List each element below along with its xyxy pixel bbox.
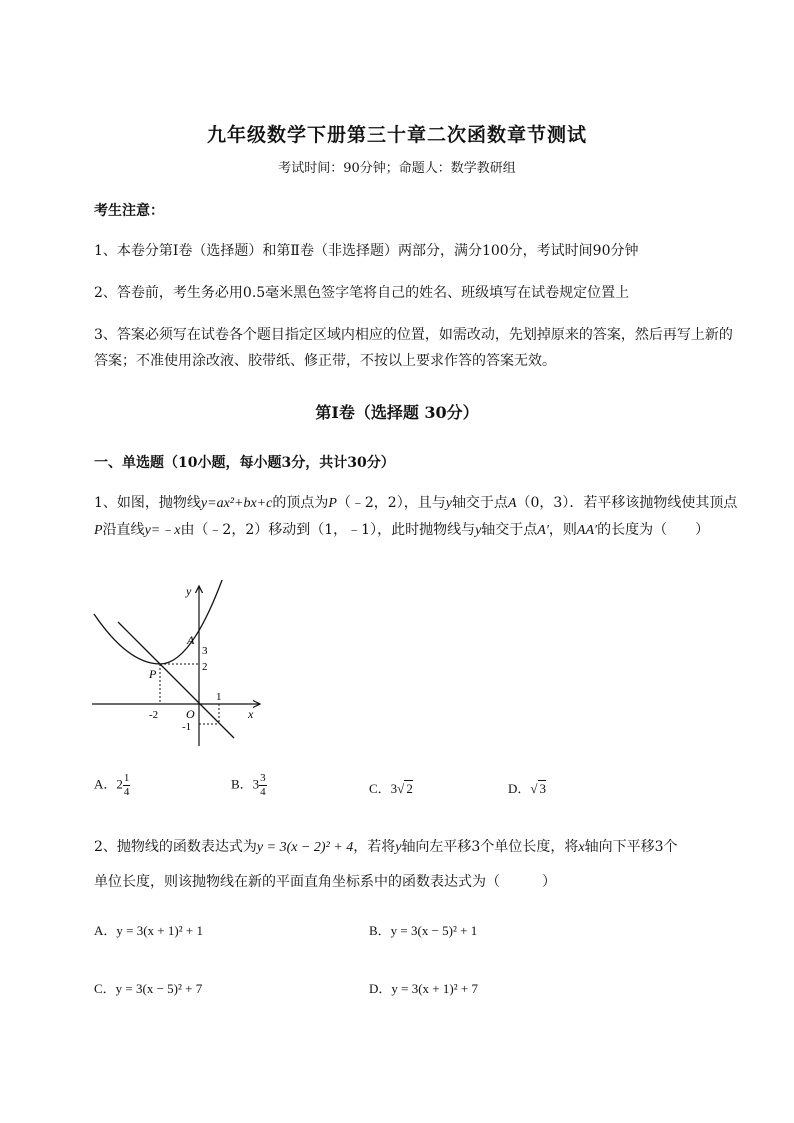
origin-label: O — [186, 707, 195, 721]
q2-equation: y = 3(x − 2)² + 4 — [256, 840, 354, 855]
section-title: 第I卷（选择题 30分） — [315, 403, 479, 422]
line-y-neg-x — [118, 622, 234, 738]
notice-item-3: 3、答案必须写在试卷各个题目指定区域内相应的位置，如需改动，先划掉原来的答案，然后再写上新的答案；不准使用涂改液、胶带纸、修正带，不按以上要求作答的答案无效。 — [94, 327, 733, 369]
point-p-label: P — [149, 667, 157, 681]
q1-option-a[interactable]: A．2 $\frac{1}{4}$ — [94, 772, 130, 798]
exam-info: 考试时间：90分钟；命题人：数学教研组 — [278, 161, 516, 176]
page-title: 九年级数学下册第三十章二次函数章节测试 — [206, 124, 587, 146]
q2-option-a[interactable]: A．y = 3(x + 1)² + 1 — [94, 923, 203, 938]
q1-option-c[interactable]: C．3√ 2 — [369, 781, 413, 796]
q1-option-d[interactable]: D．√ 3 — [508, 781, 547, 796]
tick-label-3: 3 — [202, 645, 208, 657]
point-a-label: A — [187, 633, 195, 647]
y-axis-label: y — [186, 584, 192, 598]
q1-figure — [90, 580, 270, 750]
tick-label-neg-1: -1 — [182, 721, 192, 733]
question-2: 2、抛物线的函数表达式为y = 3(x − 2)² + 4，若将y轴向左平移3个单位长度，将x轴向下平移3个 单位长度，则该抛物线在新的平面直角坐标系中的函数表达式为（ ） — [94, 839, 678, 890]
notice-item-2: 2、答卷前，考生务必用0.5毫米黑色签字笔将自己的姓名、班级填写在试卷规定位置上 — [94, 285, 630, 301]
x-axis-label: x — [248, 707, 254, 721]
tick-label-1: 1 — [216, 691, 222, 703]
notice-item-1: 1、本卷分第I卷（选择题）和第Ⅱ卷（非选择题）两部分，满分100分，考试时间90分钟 — [94, 243, 639, 259]
part-heading: 一、单选题（10小题，每小题3分，共计30分） — [94, 455, 395, 471]
q1-option-b[interactable]: B．3 $\frac{3}{4}$ — [231, 772, 266, 798]
q2-option-b[interactable]: B．y = 3(x − 5)² + 1 — [369, 923, 478, 938]
question-1: 1、如图，抛物线y=ax²+bx+c的顶点为P（﹣2，2），且与y轴交于点A（0，3）．若平移该抛物线使其顶点P沿直线y=﹣x由（﹣2，2）移动到（1，﹣1），此时抛物线与y轴交于点A′，则AA′的长度为（ ） — [94, 495, 738, 538]
parabola-equation: y=ax²+bx+c — [200, 496, 273, 511]
tick-label-2: 2 — [202, 661, 208, 673]
q2-option-d[interactable]: D．y = 3(x + 1)² + 7 — [369, 981, 478, 996]
q2-option-c[interactable]: C．y = 3(x − 5)² + 7 — [94, 981, 203, 996]
tick-label-neg-2: -2 — [149, 709, 159, 721]
notice-heading: 考生注意： — [94, 203, 164, 219]
line-equation: y=﹣x — [144, 523, 181, 538]
